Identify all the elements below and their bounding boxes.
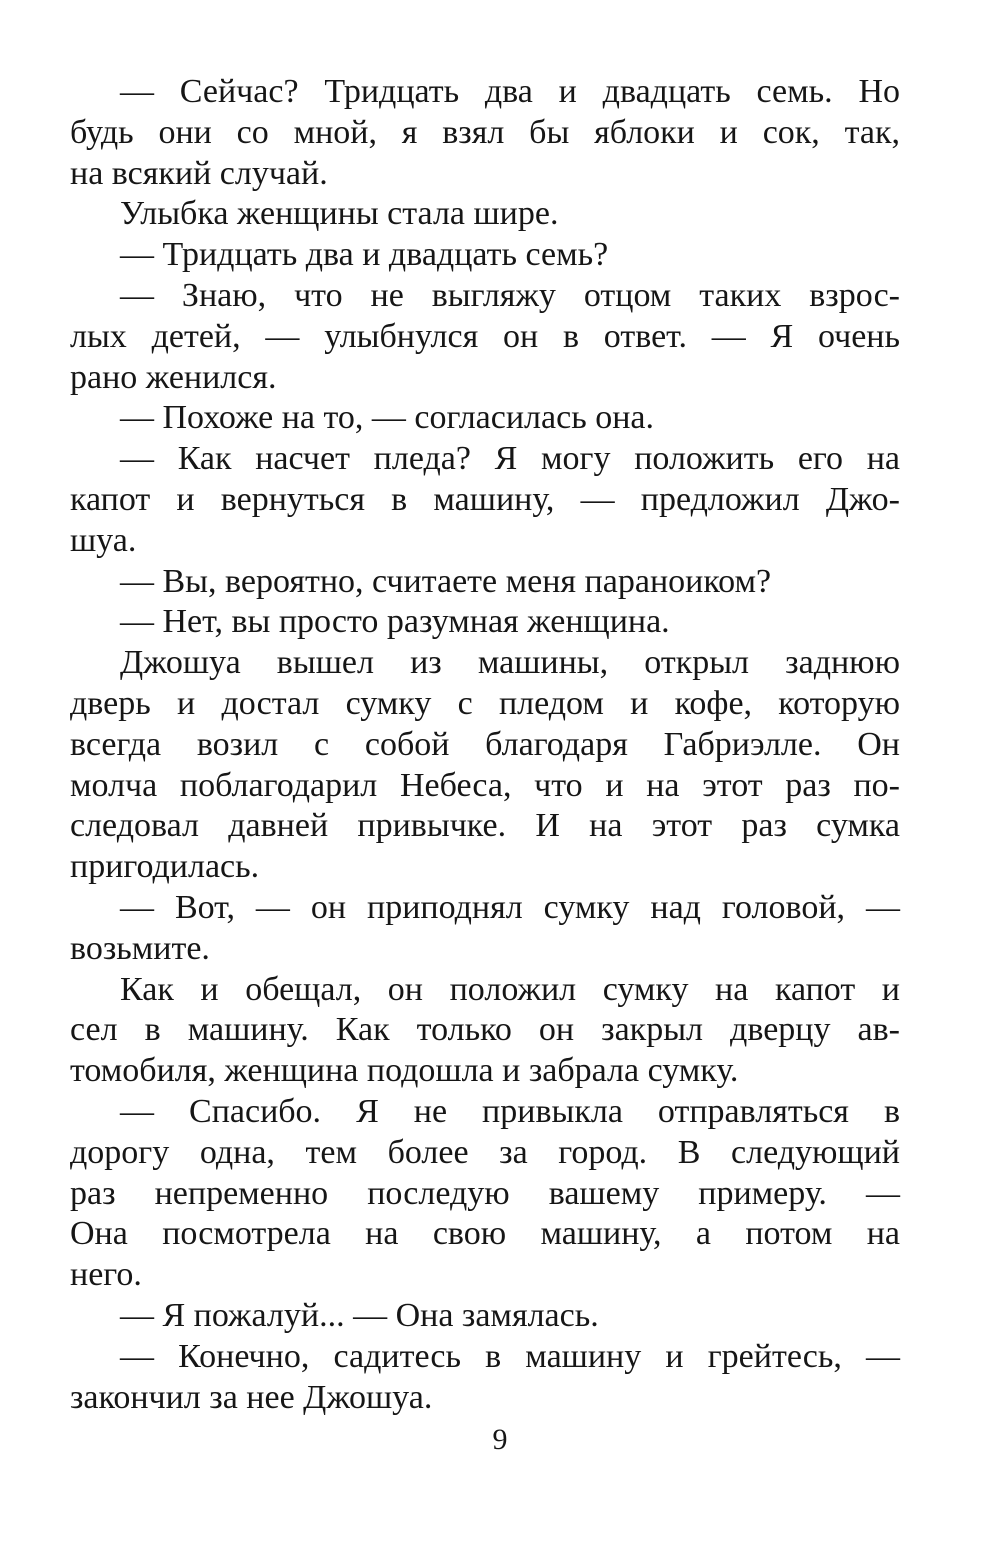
page-text <box>70 72 900 1418</box>
text-line: — Знаю, что не выгляжу отцом таких взрос- <box>120 276 900 314</box>
text-line: томобиля, женщина подошла и забрала сумку. <box>70 1052 739 1090</box>
text-line: Улыбка женщины стала шире. <box>120 195 559 233</box>
text-line: — Нет, вы просто разумная женщина. <box>120 603 670 641</box>
text-line: будь они со мной, я взял бы яблоки и сок, так, <box>70 113 900 151</box>
text-line: — Вы, вероятно, считаете меня параноиком? <box>120 562 772 600</box>
text-line: закончил за нее Джошуа. <box>70 1378 433 1416</box>
text-line: Как и обещал, он положил сумку на капот и <box>120 970 900 1008</box>
text-line: — Спасибо. Я не привыкла отправляться в <box>120 1092 900 1130</box>
text-line: пригодилась. <box>70 848 260 886</box>
text-line: — Я пожалуй... — Она замялась. <box>120 1296 599 1334</box>
page-number: 9 <box>492 1423 508 1456</box>
text-line: дорогу одна, тем более за город. В следующий <box>70 1133 900 1171</box>
text-line: Она посмотрела на свою машину, а потом на <box>70 1215 900 1253</box>
text-line: — Как насчет пледа? Я могу положить его на <box>120 440 900 478</box>
text-line: следовал давней привычке. И на этот раз сумка <box>70 807 900 845</box>
text-line: раз непременно последую вашему примеру. — <box>70 1174 900 1212</box>
text-line: — Сейчас? Тридцать два и двадцать семь. Но <box>120 73 900 110</box>
text-line: — Вот, — он приподнял сумку над головой, — <box>120 888 900 926</box>
text-line: рано женился. <box>70 358 277 396</box>
text-line: возьмите. <box>70 929 210 967</box>
text-line: молча поблагодарил Небеса, что и на этот раз по- <box>70 766 900 804</box>
text-line: лых детей, — улыбнулся он в ответ. — Я очень <box>70 317 900 355</box>
text-line: сел в машину. Как только он закрыл дверцу ав- <box>70 1011 900 1049</box>
text-line: Джошуа вышел из машины, открыл заднюю <box>120 644 900 682</box>
text-line: шуа. <box>70 521 137 559</box>
text-line: на всякий случай. <box>70 154 328 192</box>
text-line: всегда возил с собой благодаря Габриэлле. Он <box>70 725 900 763</box>
text-line: — Тридцать два и двадцать семь? <box>120 236 609 274</box>
text-line: капот и вернуться в машину, — предложил Джо- <box>70 480 900 518</box>
text-line: — Похоже на то, — согласилась она. <box>120 399 654 437</box>
text-line: дверь и достал сумку с пледом и кофе, которую <box>70 684 900 722</box>
text-line: — Конечно, садитесь в машину и грейтесь, — <box>120 1337 900 1375</box>
text-line: него. <box>70 1256 142 1294</box>
